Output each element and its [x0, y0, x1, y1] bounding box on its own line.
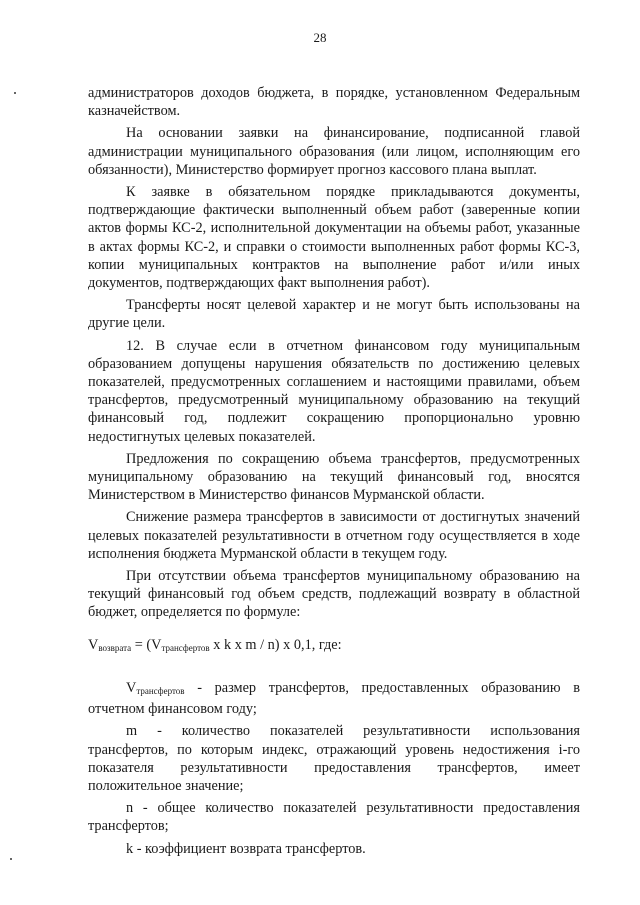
paragraph: администраторов доходов бюджета, в порядке, установленном Федеральным казначейством. [88, 85, 580, 120]
paragraph: Предложения по сокращению объема трансфертов, предусмотренных муниципальному образованию на текущий финансовый год, вносятся Министерством в Министерство финансов Мурманской области. [88, 450, 580, 504]
paragraph: К заявке в обязательном порядке прикладываются документы, подтверждающие фактически выполненный объем работ (заверенные копии актов формы КС-2, исполнительной документации на объемы работ, указанные в актах формы КС-2, и справки о стоимости выполненных работ формы КС-3, копии муниципальных контрактов на выполнение работ и/или иных документов, подтверждающих факт выполнения работ). [88, 184, 580, 292]
paragraph: Снижение размера трансфертов в зависимости от достигнутых значений целевых показателей результативности в отчетном году осуществляется в ходе исполнения бюджета Мурманской области в текущем году. [88, 509, 580, 562]
definition: m - количество показателей результативности использования трансфертов, по которым индекс, отражающий уровень недостижения i-го показателя результативности предоставления трансфертов, имеет положительное значение; [88, 723, 580, 794]
formula [88, 636, 580, 657]
definition: n - общее количество показателей результативности предоставления трансфертов; [88, 800, 580, 835]
paragraph: 12. В случае если в отчетном финансовом году муниципальным образованием допущены нарушения обязательств по достижению целевых показателей, предусмотренных соглашением и настоящими правилами, объем трансфертов, предусмотренный муниципальному образованию на текущий финансовый год, подлежит сокращению пропорционально уровню недостигнутых целевых показателей. [88, 337, 580, 445]
scan-artifact [14, 92, 16, 94]
formula-tail: x k x m / n) x 0,1, где: [209, 636, 342, 653]
definition-symbol: V [126, 679, 137, 696]
formula-sub-transfers: трансфертов [161, 642, 210, 653]
definition: k - коэффициент возврата трансфертов. [126, 840, 366, 857]
paragraph: На основании заявки на финансирование, подписанной главой администрации муниципального образования (или лицом, исполняющим его обязанности), Министерство формирует прогноз кассового плана выплат. [88, 125, 580, 178]
formula-sub-return: возврата [98, 642, 132, 653]
page-number: 28 [313, 30, 327, 45]
definition-text: - размер трансфертов, предоставленных образованию в отчетном финансовом году; [88, 679, 580, 718]
formula-mid: = (V [131, 636, 162, 653]
paragraph: При отсутствии объема трансфертов муниципальному образованию на текущий финансовый год объем средств, подлежащий возврату в областной бюджет, определяется по формуле: [88, 568, 580, 621]
document-body [88, 84, 580, 862]
paragraph: Трансферты носят целевой характер и не могут быть использованы на другие цели. [88, 297, 580, 332]
formula-v: V [88, 636, 99, 653]
scan-artifact [10, 858, 12, 860]
definition [88, 679, 580, 718]
definition-subscript: трансфертов [136, 685, 185, 696]
